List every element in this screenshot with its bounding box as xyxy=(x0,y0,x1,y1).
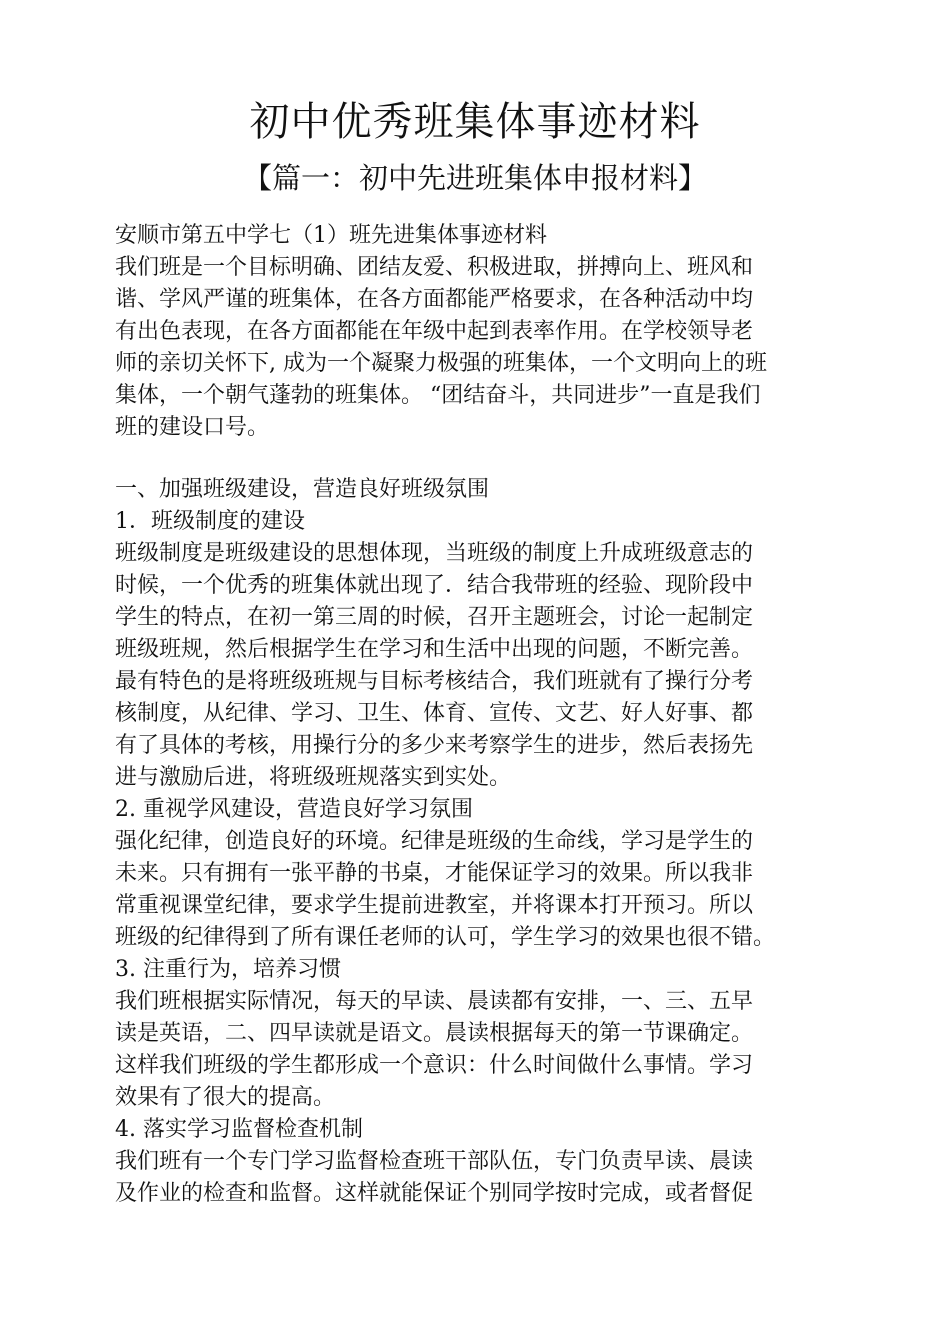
text-line: 2. 重视学风建设，营造良好学习氛围 xyxy=(115,797,473,822)
text-line: 常重视课堂纪律，要求学生提前进教室，并将课本打开预习。所以 xyxy=(115,893,754,918)
text-line: 时候，一个优秀的班集体就出现了．结合我带班的经验、现阶段中 xyxy=(115,573,754,598)
text-line: 一、加强班级建设，营造良好班级氛围 xyxy=(115,477,490,502)
document-subtitle: 【篇一：初中先进班集体申报材料】 xyxy=(242,161,707,195)
document-body xyxy=(115,220,855,1210)
text-line: 及作业的检查和监督。这样就能保证个别同学按时完成，或者督促 xyxy=(115,1181,754,1206)
text-line: 班的建设口号。 xyxy=(115,415,270,440)
text-line: 有出色表现，在各方面都能在年级中起到表率作用。在学校领导老 xyxy=(115,319,754,344)
text-line: 强化纪律，创造良好的环境。纪律是班级的生命线，学习是学生的 xyxy=(115,829,754,854)
text-line: 1．班级制度的建设 xyxy=(115,509,305,534)
text-line: 学生的特点，在初一第三周的时候，召开主题班会，讨论一起制定 xyxy=(115,605,754,630)
text-line: 4. 落实学习监督检查机制 xyxy=(115,1117,363,1142)
text-line: 班级的纪律得到了所有课任老师的认可，学生学习的效果也很不错。 xyxy=(115,925,776,950)
text-line: 3. 注重行为，培养习惯 xyxy=(115,957,341,982)
text-line: 师的亲切关怀下, 成为一个凝聚力极强的班集体，一个文明向上的班 xyxy=(115,351,767,376)
text-line: 我们班有一个专门学习监督检查班干部队伍，专门负责早读、晨读 xyxy=(115,1149,754,1174)
text-line: 有了具体的考核，用操行分的多少来考察学生的进步，然后表扬先 xyxy=(115,733,754,758)
text-line: 谐、学风严谨的班集体，在各方面都能严格要求，在各种活动中均 xyxy=(115,287,754,312)
text-line: 集体，一个朝气蓬勃的班集体。 “团结奋斗，共同进步”一直是我们 xyxy=(115,383,761,408)
text-line: 我们班根据实际情况，每天的早读、晨读都有安排，一、三、五早 xyxy=(115,989,754,1014)
paragraph-gap xyxy=(115,444,855,474)
text-line: 班级制度是班级建设的思想体现，当班级的制度上升成班级意志的 xyxy=(115,541,754,566)
text-line: 我们班是一个目标明确、团结友爱、积极进取，拼搏向上、班风和 xyxy=(115,255,754,280)
text-line: 班级班规，然后根据学生在学习和生活中出现的问题，不断完善。 xyxy=(115,637,754,662)
text-line: 效果有了很大的提高。 xyxy=(115,1085,336,1110)
text-line: 进与激励后进，将班级班规落实到实处。 xyxy=(115,765,512,790)
text-line: 这样我们班级的学生都形成一个意识：什么时间做什么事情。学习 xyxy=(115,1053,754,1078)
text-line: 读是英语，二、四早读就是语文。晨读根据每天的第一节课确定。 xyxy=(115,1021,754,1046)
text-line: 核制度，从纪律、学习、卫生、体育、宣传、文艺、好人好事、都 xyxy=(115,701,754,726)
text-line: 安顺市第五中学七（1）班先进集体事迹材料 xyxy=(115,223,547,248)
text-line: 未来。只有拥有一张平静的书桌，才能保证学习的效果。所以我非 xyxy=(115,861,754,886)
document-title: 初中优秀班集体事迹材料 xyxy=(249,99,701,145)
text-line: 最有特色的是将班级班规与目标考核结合，我们班就有了操行分考 xyxy=(115,669,754,694)
